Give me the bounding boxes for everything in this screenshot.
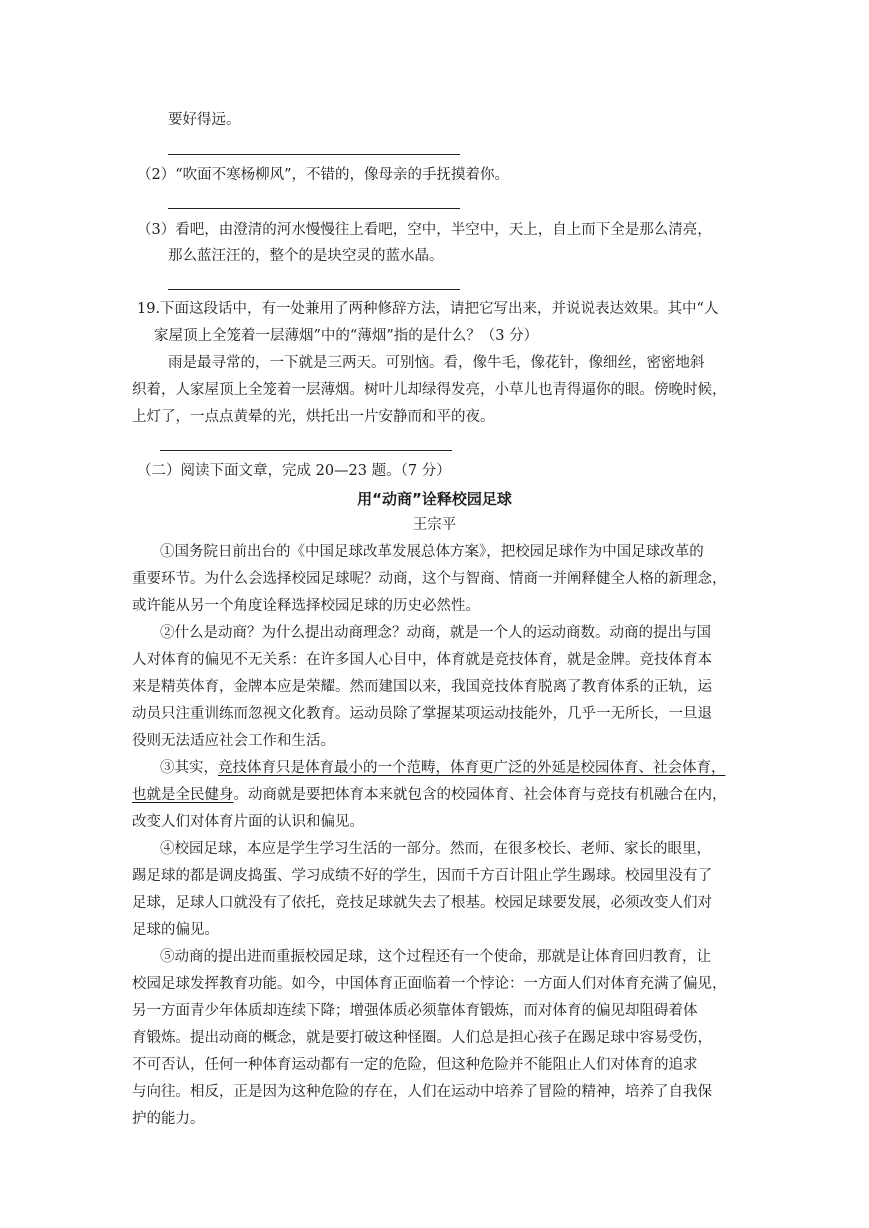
- q18-tail-line: 要好得远。: [168, 112, 241, 128]
- article-p5-line1: ⑤动商的提出进而重振校园足球，这个过程还有一个使命，那就是让体育回归教育，让: [160, 949, 711, 965]
- article-p4-line4: 足球的偏见。: [132, 922, 219, 938]
- article-p1-line3: 或许能从另一个角度诠释选择校园足球的历史必然性。: [132, 598, 480, 614]
- p3-underlined-sentence-2: 也就是全民健身: [132, 787, 234, 803]
- p3-prefix: ③其实，: [160, 760, 218, 776]
- section2-instruction: （二）阅读下面文章，完成 20—23 题。（7 分）: [137, 463, 451, 479]
- article-p5-line2: 校园足球发挥教育功能。如今，中国体育正面临着一个悖论：一方面人们对体育充满了偏见，: [132, 976, 727, 992]
- q19-line1: 19.下面这段话中，有一处兼用了两种修辞方法，请把它写出来，并说说表达效果。其中“人: [137, 301, 719, 317]
- article-p3-line3: 改变人们对体育片面的认识和偏见。: [132, 814, 364, 830]
- article-p2-line3: 来是精英体育，金牌本应是荣耀。然而建国以来，我国竞技体育脱离了教育体系的正轨，运: [132, 679, 712, 695]
- p3-rest: 。动商就是要把体育本来就包含的校园体育、社会体育与竞技有机融合在内，: [233, 787, 727, 803]
- article-p5-line6: 与向往。相反，正是因为这种危险的存在，人们在运动中培养了冒险的精神，培养了自我保: [132, 1084, 712, 1100]
- article-p1-line1: ①国务院日前出台的《中国足球改革发展总体方案》，把校园足球作为中国足球改革的: [160, 544, 704, 560]
- article-p3-line2: [132, 785, 727, 805]
- article-p3-line1: [160, 758, 726, 778]
- article-p5-line3: 另一方面青少年体质却连续下降；增强体质必须靠体育锻炼，而对体育的偏见却阻碍着体: [132, 1003, 698, 1019]
- article-p2-line2: 人对体育的偏见不无关系：在许多国人心目中，体育就是竞技体育，就是金牌。竞技体育本: [132, 652, 712, 668]
- article-p4-line3: 足球，足球人口就没有了依托，竞技足球就失去了根基。校园足球要发展，必须改变人们对: [132, 895, 712, 911]
- article-p5-line7: 护的能力。: [132, 1111, 205, 1127]
- article-p5-line4: 育锻炼。提出动商的概念，就是要打破这种怪圈。人们总是担心孩子在踢足球中容易受伤，: [132, 1030, 712, 1046]
- article-author: 王宗平: [412, 517, 457, 533]
- answer-line-q19: [160, 450, 452, 451]
- answer-line-q18-2: [168, 208, 460, 209]
- article-p2-line1: ②什么是动商？为什么提出动商理念？动商，就是一个人的运动商数。动商的提出与国: [160, 625, 711, 641]
- article-p5-line5: 不可否认，任何一种体育运动都有一定的危险，但这种危险并不能阻止人们对体育的追求: [132, 1057, 698, 1073]
- article-p4-line2: 踢足球的都是调皮捣蛋、学习成绩不好的学生，因而千方百计阻止学生踢球。校园里没有了: [132, 868, 712, 884]
- article-p1-line2: 重要环节。为什么会选择校园足球呢？动商，这个与智商、情商一并阐释健全人格的新理念，: [132, 571, 727, 587]
- q19-line2: 家屋顶上全笼着一层薄烟”中的“薄烟”指的是什么？（3 分）: [154, 328, 539, 344]
- article-p2-line4: 动员只注重训练而忽视文化教育。运动员除了掌握某项运动技能外，几乎一无所长，一旦退: [132, 706, 712, 722]
- article-title: 用“动商”诠释校园足球: [357, 490, 512, 508]
- p3-underlined-sentence-1: 竞技体育只是体育最小的一个范畴，体育更广泛的外延是校园体育、社会体育，: [218, 760, 726, 776]
- q18-item2: （2）“吹面不寒杨柳风”，不错的，像母亲的手抚摸着你。: [137, 167, 510, 183]
- q19-passage-line1: 雨是最寻常的，一下就是三两天。可别恼。看，像牛毛，像花针，像细丝，密密地斜: [168, 355, 705, 371]
- answer-line-q18-3: [168, 289, 460, 290]
- answer-line-q18-1: [168, 154, 460, 155]
- q19-passage-line3: 上灯了，一点点黄晕的光，烘托出一片安静而和平的夜。: [132, 409, 495, 425]
- q19-passage-line2: 织着，人家屋顶上全笼着一层薄烟。树叶儿却绿得发亮，小草儿也青得逼你的眼。傍晚时候，: [132, 382, 727, 398]
- article-p2-line5: 役则无法适应社会工作和生活。: [132, 733, 335, 749]
- q18-item3-line2: 那么蓝汪汪的，整个的是块空灵的蓝水晶。: [168, 248, 444, 264]
- article-p4-line1: ④校园足球，本应是学生学习生活的一部分。然而，在很多校长、老师、家长的眼里，: [160, 841, 711, 857]
- q18-item3-line1: （3）看吧，由澄清的河水慢慢往上看吧，空中，半空中，天上，自上而下全是那么清亮，: [137, 222, 712, 238]
